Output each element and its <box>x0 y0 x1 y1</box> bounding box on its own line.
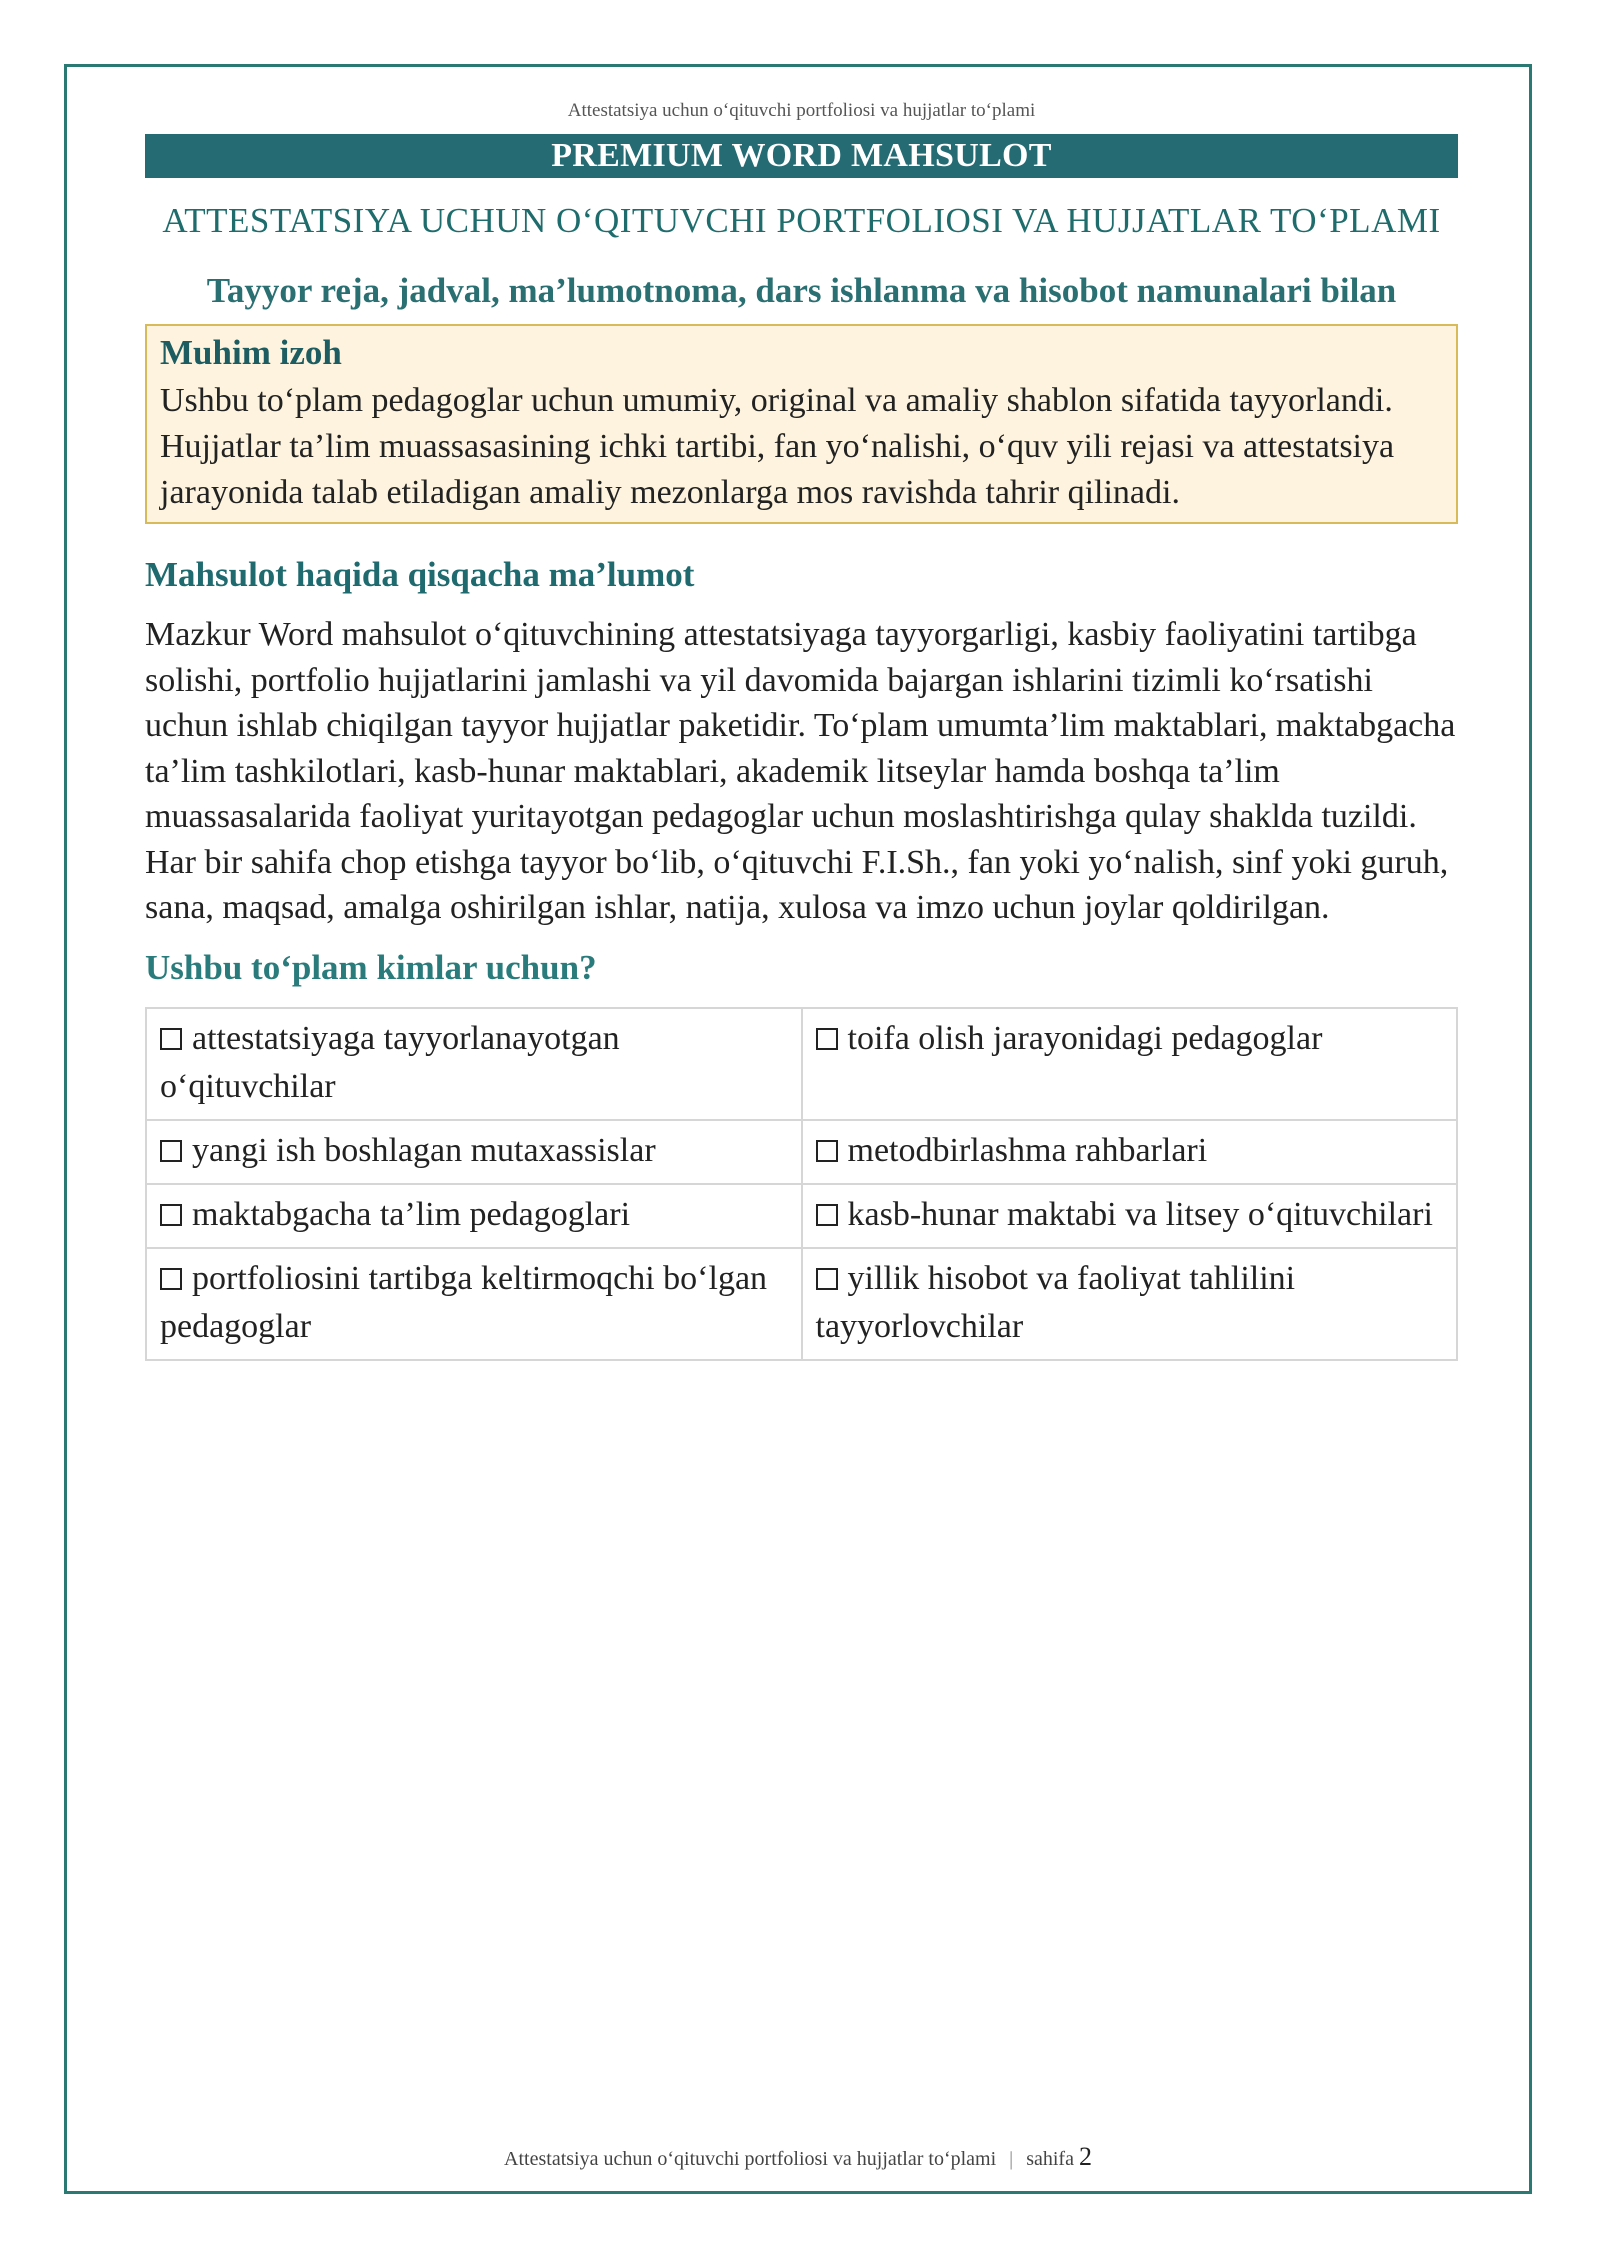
running-header: Attestatsiya uchun o‘qituvchi portfoliosi va hujjatlar to‘plami <box>567 100 1036 121</box>
table-row <box>146 1120 1457 1184</box>
checkbox-icon[interactable] <box>816 1028 838 1050</box>
audience-cell <box>802 1120 1458 1184</box>
checkbox-icon[interactable] <box>160 1268 182 1290</box>
checkbox-icon[interactable] <box>160 1140 182 1162</box>
document-title: ATTESTATSIYA UCHUN O‘QITUVCHI PORTFOLIOSI VA HUJJATLAR TO‘PLAMI <box>162 201 1441 240</box>
document-subtitle: Tayyor reja, jadval, ma’lumotnoma, dars ishlanma va hisobot namunalari bilan <box>206 271 1397 310</box>
note-text: Ushbu to‘plam pedagoglar uchun umumiy, original va amaliy shablon sifatida tayyorlandi. Hujjatlar ta’lim muassasasining ichki tartibi, fan yo‘nalishi, o‘quv yili rejasi va attestatsiya jarayonida talab etiladigan amaliy mezonlarga mos ravishda tahrir qilinadi. <box>160 382 1395 511</box>
audience-cell <box>802 1248 1458 1360</box>
audience-cell <box>146 1184 802 1248</box>
audience-table <box>145 1007 1458 1361</box>
audience-cell <box>802 1184 1458 1248</box>
audience-label: yillik hisobot va faoliyat tahlilini tayyorlovchilar <box>815 1259 1296 1345</box>
footer-page-label: sahifa <box>1026 2148 1074 2170</box>
checkbox-icon[interactable] <box>816 1204 838 1226</box>
table-row <box>146 1008 1457 1120</box>
checkbox-icon[interactable] <box>160 1028 182 1050</box>
footer-separator: | <box>1009 2148 1014 2170</box>
page-number: 2 <box>1078 2142 1092 2171</box>
page-footer <box>64 2142 1532 2174</box>
audience-label: kasb-hunar maktabi va litsey o‘qituvchilari <box>847 1195 1433 1233</box>
premium-banner: PREMIUM WORD MAHSULOT <box>145 134 1458 178</box>
audience-label: toifa olish jarayonidagi pedagoglar <box>847 1019 1323 1057</box>
page-content <box>145 96 1458 1361</box>
table-row <box>146 1184 1457 1248</box>
table-row <box>146 1248 1457 1360</box>
audience-heading: Ushbu to‘plam kimlar uchun? <box>145 947 597 987</box>
note-title: Muhim izoh <box>160 333 342 372</box>
audience-cell <box>146 1120 802 1184</box>
checkbox-icon[interactable] <box>816 1140 838 1162</box>
audience-label: yangi ish boshlagan mutaxassislar <box>192 1131 656 1169</box>
audience-cell <box>146 1008 802 1120</box>
about-heading: Mahsulot haqida qisqacha ma’lumot <box>145 555 695 594</box>
audience-label: maktabgacha ta’lim pedagoglari <box>192 1195 631 1233</box>
audience-cell <box>802 1008 1458 1120</box>
audience-label: metodbirlashma rahbarlari <box>847 1131 1208 1169</box>
audience-label: portfoliosini tartibga keltirmoqchi bo‘lgan pedagoglar <box>160 1259 768 1345</box>
audience-cell <box>146 1248 802 1360</box>
about-text: Mazkur Word mahsulot o‘qituvchining attestatsiyaga tayyorgarligi, kasbiy faoliyatini tartibga solishi, portfolio hujjatlarini jamlashi va yil davomida bajargan ishlarini tizimli ko‘rsatishi uchun ishlab chiqilgan tayyor hujjatlar paketidir. To‘plam umumta’lim maktablari, maktabgacha ta’lim tashkilotlari, kasb-hunar maktablari, akademik litseylar hamda boshqa ta’lim muassasalarida faoliyat yuritayotgan pedagoglar uchun moslashtirishga qulay shaklda tuzildi. Har bir sahifa chop etishga tayyor bo‘lib, o‘qituvchi F.I.Sh., fan yoki yo‘nalish, sinf yoki guruh, sana, maqsad, amalga oshirilgan ishlar, natija, xulosa va imzo uchun joylar qoldirilgan. <box>145 616 1456 926</box>
footer-title: Attestatsiya uchun o‘qituvchi portfoliosi va hujjatlar to‘plami <box>504 2148 997 2170</box>
audience-label: attestatsiyaga tayyorlanayotgan o‘qituvchilar <box>160 1019 620 1105</box>
checkbox-icon[interactable] <box>816 1268 838 1290</box>
important-note-box <box>145 324 1458 524</box>
checkbox-icon[interactable] <box>160 1204 182 1226</box>
